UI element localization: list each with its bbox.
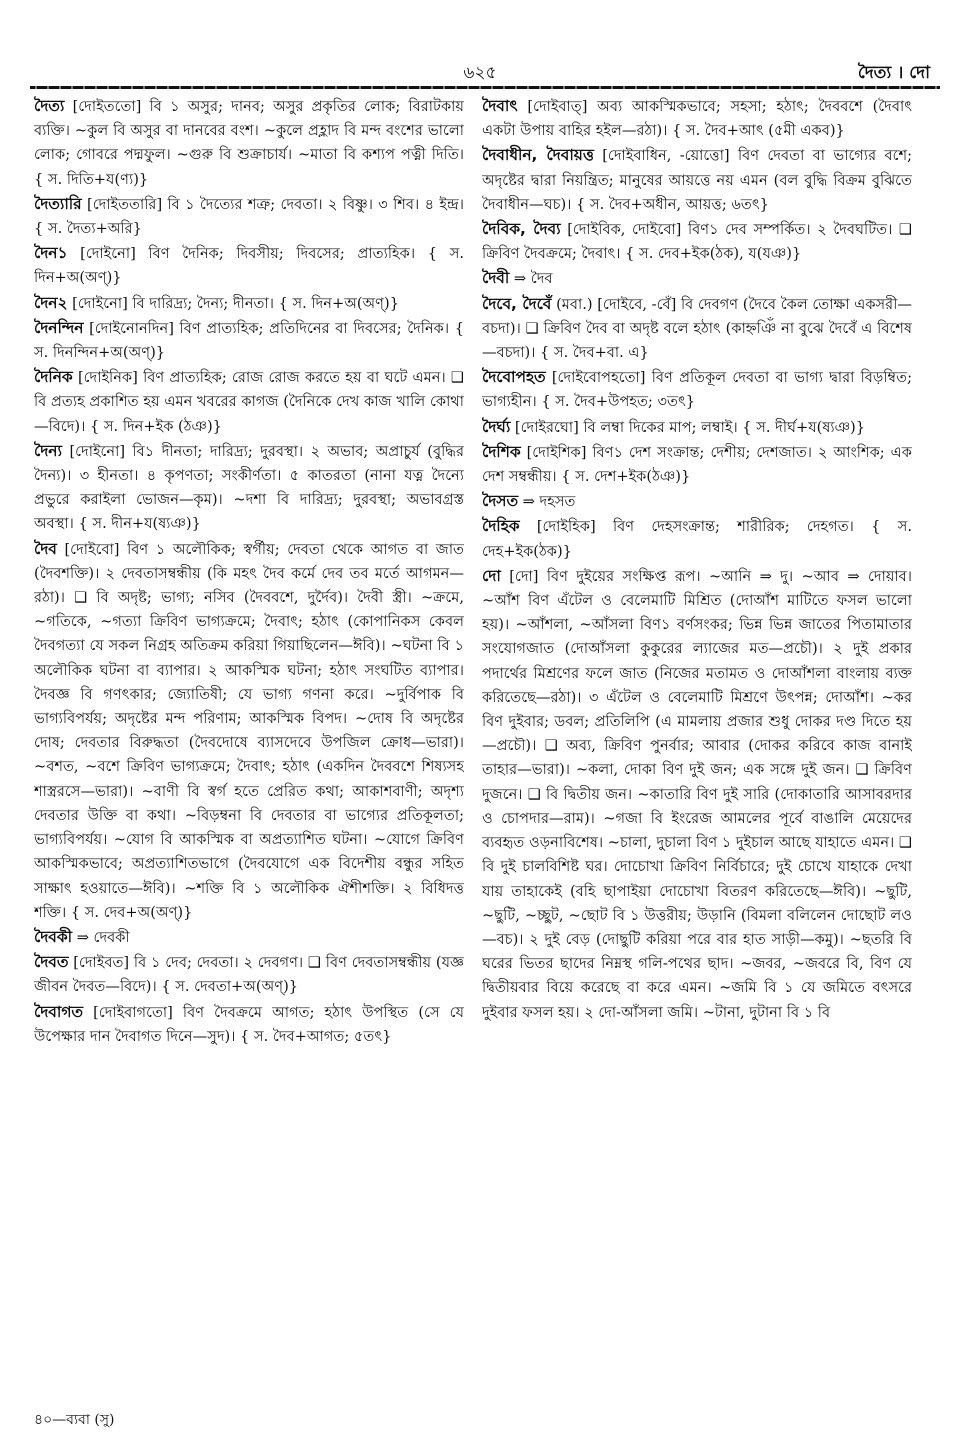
entry-body: ⇒ দেবকী <box>76 928 130 946</box>
guide-words: দৈত্য । দো <box>857 63 930 83</box>
entry-headword: দৈসত <box>482 492 519 511</box>
entry-headword: দৈব <box>34 539 57 558</box>
dictionary-entry <box>34 1000 464 1049</box>
entry-body: [দোইনো] বি দারিদ্র্য; দৈন্য; দীনতা। { স. দিন+অ(অণ্)} <box>72 294 399 312</box>
dictionary-entry <box>482 365 912 414</box>
dictionary-entry <box>482 489 912 514</box>
entry-headword: দৈর্ঘ্য <box>482 417 511 436</box>
entry-headword: দৈন্য <box>34 441 62 460</box>
entry-headword: দৈবত <box>34 953 69 972</box>
entry-headword: দো <box>482 566 501 585</box>
entry-headword: দৈবাৎ <box>482 97 518 115</box>
entry-body: [দোইবো] বিণ ১ অলৌকিক; স্বর্গীয়; দেবতা থেকে আগত বা জাত (দৈবশক্তি)। ২ দেবতাসম্বন্ধীয় (কি মহৎ দৈব কর্মে দেব তব মর্তে আগমন—রঠা)। ❑ বি অদৃষ্ট; ভাগ্য; নসিব (দৈববশে, দুর্দৈব)। দৈবী স্ত্রী। ~ক্রমে, ~গতিকে, ~গত্যা ক্রিবিণ ভাগ্যক্রমে; দৈবাৎ; হঠাৎ (কোপানিকস কেবল দৈবগত্যা যে সকল নিগ্রহ অতিক্রম করিয়া গিয়াছিলেন—ঈবি)। ~ঘটনা বি ১ অলৌকিক ঘটনা বা ব্যাপার। ২ আকস্মিক ঘটনা; হঠাৎ সংঘটিত ব্যাপার। দৈবজ্ঞ বি গণৎকার; জ্যোতিষী; যে ভাগ্য গণনা করে। ~দুর্বিপাক বি ভাগ্যবিপর্যয়; অদৃষ্টের মন্দ পরিণাম; আকস্মিক বিপদ। ~দোষ বি অদৃষ্টের দোষ; দেবতার বিরুদ্ধতা (দৈবদোষে ব্যাসদেবে উপজিল ক্রোধ—ভারা)। ~বশত, ~বশে ক্রিবিণ ভাগ্যক্রমে; দৈবাৎ; হঠাৎ (একদিন দৈববশে শিষ্যসহ শাস্ত্ররসে—ভারা)। ~বাণী বি স্বর্গ হতে প্রেরিত কথা; আকাশবাণী; অদৃশ্য দেবতার উক্তি বা কথা। ~বিড়ম্বনা বি দেবতার বা ভাগ্যের প্রতিকূলতা; ভাগ্যবিপর্যয়। ~যোগ বি আকস্মিক বা অপ্রত্যাশিত ঘটনা। ~যোগে ক্রিবিণ আকস্মিকভাবে; অপ্রত্যাশিতভাগে (দৈবযোগে এক বিদেশীয় বন্ধুর সহিত সাক্ষাৎ হওয়াতে—ঈবি)। ~শক্তি বি ১ অলৌকিক ঐশীশক্তি। ২ বিধিদত্ত শক্তি। { স. দেব+অ(অণ্)} <box>34 540 464 921</box>
entry-headword: দৈশিক <box>482 442 521 461</box>
dictionary-entry <box>34 94 464 192</box>
entry-body: ⇒ দহসত <box>522 493 576 511</box>
entry-headword: দৈবাধীন, দৈবায়ত্ত <box>482 146 594 165</box>
dictionary-entry <box>34 950 464 999</box>
entry-body: [দোইনো] বিণ দৈনিক; দিবসীয়; দিবসের; প্রাত্যহিক। { স. দিন+অ(অণ্)} <box>34 245 464 287</box>
entry-body: [দোইনিক] বিণ প্রাত্যহিক; রোজ রোজ করতে হয় বা ঘটে এমন। ❑ বি প্রত্যহ প্রকাশিত হয় এমন খবরের কাগজ (দৈনিকে দেখ কাজ খালি কোথা—বিদে)। { স. দিন+ইক (ঠঞ)} <box>34 369 464 435</box>
dictionary-entry <box>34 925 464 950</box>
entry-body: ⇒ দৈব <box>513 270 553 288</box>
entry-body: [দো] বিণ দুইয়ের সংক্ষিপ্ত রূপ। ~আনি ⇒ দু। ~আব ⇒ দোয়াব। ~আঁশ বিণ এঁটেল ও বেলেমাটি মিশ্রিত (দোআঁশ মাটিতে ফসল ভালো হয়)। ~আঁশলা, ~আঁসলা বিণ১ বর্ণসংকর; ভিন্ন ভিন্ন জাতের পিতামাতার সংযোগজাত (দোআঁসলা কুকুরের ল্যাজের মত—প্রচৌ)। ২ দুই প্রকার পদার্থের মিশ্রণের ফলে জাত (নিজের মতামত ও দোআঁশলা বাংলায় ব্যক্ত করিতেছে—রঠা)। ৩ এঁটেল ও বেলেমাটি মিশ্রণে উৎপন্ন; দোআঁশ। ~কর বিণ দুইবার; ডবল; প্রতিলিপি (এ মামলায় প্রজার শুধু দোকর দণ্ড দিতে হয়—প্রচৌ)। ❑ অব্য, ক্রিবিণ পুনর্বার; আবার (দোকর করিবে কাজ বানাই তাহার—ভারা)। ~কলা, দোকা বিণ দুই জন; এক সঙ্গে দুই জন। ❑ ক্রিবিণ দুজনে। ❑ বি দ্বিতীয় জন। ~কাতারি বিণ দুই সারি (দোকাতারি আসাবরদার ও চোপদার—রাম)। ~গজা বি ইংরেজ আমলের পূর্বে বাঙালি মেয়েদের ব্যবহৃত ওড়নাবিশেষ। ~চালা, দুচালা বিণ ১ দুইচাল আছে যাহাতে এমন। ❑ বি দুই চালবিশিষ্ট ঘর। দোচোখা ক্রিবিণ নির্বিচারে; দুই চোখে যাহাকে দেখা যায় তাহাকেই (বহি ছাপাইয়া দোচোখা বিতরণ করিতেছে—ঈবি)। ~ছুটি, ~ছুটি, ~চ্ছুট, ~ছোট বি ১ উত্তরীয়; উড়ানি (বিমলা বলিলেন দোছোট লও—বচ)। ২ দুই বেড় (দোছুটি করিয়া পরে বার হাত সাড়ী—কমু)। ~ছতরি বি ঘরের ভিতর ছাদের নিম্নস্থ গলি-পথের ছাদ। ~জবর, ~জবরে বি, বিণ যে দ্বিতীয়বার বিয়ে করেছে বা করে এমন। ~জমি বি ১ যে জমিতে বৎসরে দুইবার ফসল হয়। ২ দো-আঁসলা জমি। ~টানা, দুটানা বি ১ বি <box>482 567 912 1021</box>
entry-headword: দৈবোপহত <box>482 368 546 387</box>
entry-headword: দৈনিক <box>34 368 73 387</box>
entry-headword: দৈহিক <box>482 517 520 536</box>
entry-body: [দোইহিক] বিণ দেহসংক্রান্ত; শারীরিক; দেহগত। { স. দেহ+ইক(ঠক)} <box>482 518 912 560</box>
entry-body: [দোইবাত্] অব্য আকস্মিকভাবে; সহসা; হঠাৎ; দৈববশে (দৈবাৎ একটা উপায় বাহির হইল—রঠা)। { স. দৈব+আৎ (৫মী একব)} <box>482 98 912 140</box>
entry-body: [দোইনোনদিন] বিণ প্রাত্যহিক; প্রতিদিনের বা দিবসের; দৈনিক। { স. দিনন্দিন+অ(অণ্)} <box>34 319 464 362</box>
dictionary-entry <box>482 143 912 217</box>
entry-headword: দৈত্যারি <box>34 194 82 213</box>
entry-headword: দৈবী <box>482 269 510 288</box>
entry-body: [দোইরঘো] বি লম্বা দিকের মাপ; লম্বাই। { স. দীর্ঘ+য(ষ্যঞ)} <box>514 418 866 436</box>
entry-headword: দৈবকী <box>34 927 73 946</box>
dictionary-entry <box>482 292 912 366</box>
entry-body: (মবা.) [দোইবে, -বেঁ] বি দেবগণ (দৈবে কৈল তোক্ষা একসরী—বচদা)। ❑ ক্রিবিণ দৈব বা অদৃষ্ট বলে হঠাৎ (কাহ্নঞিঁ না বুঝে দৈবেঁ এ বিশেষ—বচদা)। { স. দৈব+বা. এ} <box>482 295 912 362</box>
dictionary-entry <box>482 217 912 266</box>
dictionary-entry <box>34 365 464 439</box>
printer-signature: ৪০—ব্যবা (সু) <box>34 1412 115 1428</box>
entry-headword: দৈন২ <box>34 293 68 312</box>
entry-body: [দোইবত] বি ১ দেব; দেবতা। ২ দেবগণ। ❑ বিণ দেবতাসম্বন্ধীয় (যজ্ঞ জীবন দৈবত—বিদে)। { স. দেবতা+অ(অণ্)} <box>34 954 464 996</box>
dictionary-entry <box>34 291 464 316</box>
entry-body: [দোইততো] বি ১ অসুর; দানব; অসুর প্রকৃতির লোক; বিরাটকায় ব্যক্তি। ~কুল বি অসুর বা দানবের বংশ। ~কুলে প্রহ্লাদ বি মন্দ বংশের ভালো লোক; গোবরে পদ্মফুল। ~গুরু বি শুক্রাচার্য। ~মাতা বি কশ্যপ পত্নী দিতি। { স. দিতি+য(ণ্য)} <box>34 98 464 188</box>
entry-body: [দোইনো] বি১ দীনতা; দারিদ্র্য; দুরবস্থা। ২ অভাব; অপ্রাচুর্য (বুদ্ধির দৈন্য)। ৩ হীনতা। ৪ কৃপণতা; সংকীর্ণতা। ৫ কাতরতা (নানা যত্ন দৈন্যে প্রভুরে করাইলা ভোজন—কৃম)। ~দশা বি দারিদ্র্য; দুরবস্থা; অভাবগ্রস্ত অবস্থা। { স. দীন+য(ষ্যঞ)} <box>34 442 464 533</box>
dictionary-entry <box>34 241 464 290</box>
dictionary-entry <box>482 266 912 291</box>
dictionary-entry <box>482 415 912 440</box>
entry-headword: দৈন১ <box>34 244 68 263</box>
dictionary-entry <box>34 439 464 537</box>
entry-body: [দোইবোপহতো] বিণ প্রতিকূল দেবতা বা ভাগ্য দ্বারা বিড়ম্বিত; ভাগ্যহীন। { স. দৈব+উপহত; ৩তৎ} <box>482 369 912 411</box>
left-column <box>34 94 464 1400</box>
dictionary-entry <box>482 564 912 1025</box>
header-rule <box>30 86 940 89</box>
right-column <box>482 94 912 1400</box>
page-number: ৬২৫ <box>463 63 497 83</box>
dictionary-entry <box>482 94 912 143</box>
entry-body: [দোইশিক] বিণ১ দেশ সংক্রান্ত; দেশীয়; দেশজাত। ২ আংশিক; এক দেশ সম্বন্ধীয়। { স. দেশ+ইক(ঠঞ)} <box>482 443 912 486</box>
dictionary-entry <box>482 514 912 563</box>
entry-headword: দৈবাগত <box>34 1002 83 1021</box>
entry-body: [দোইবিক, দোইবো] বিণ১ দেব সম্পর্কিত। ২ দৈবঘটিত। ❑ ক্রিবিণ দৈবক্রমে; দৈবাৎ। { স. দেব+ইক(ঠক), য(যঞ)} <box>482 221 912 263</box>
entry-body: [দোইবাধিন, -য়োত্তো] বিণ দেবতা বা ভাগ্যের বশে; অদৃষ্টের দ্বারা নিয়ন্ত্রিত; মানুষের আয়ত্তে নয় এমন (বল বুদ্ধি বিক্রম বুঝিতে দৈবাধীন—ঘচ)। { স. দৈব+অধীন, আয়ত্ত; ৬তৎ} <box>482 147 912 213</box>
entry-headword: দৈবে, দৈবেঁ <box>482 294 552 313</box>
dictionary-entry <box>482 440 912 489</box>
entry-headword: দৈত্য <box>34 97 65 115</box>
dictionary-entry <box>34 316 464 365</box>
entry-body: [দোইবাগতো] বিণ দৈবক্রমে আগত; হঠাৎ উপস্থিত (সে যে উপেক্ষার দান দৈবাগত দিনে—সুদ)। { স. দৈব+আগত; ৫তৎ} <box>34 1003 464 1045</box>
dictionary-entry <box>34 192 464 241</box>
dictionary-entry <box>34 537 464 925</box>
page-header <box>0 58 960 88</box>
entry-headword: দৈনন্দিন <box>34 318 84 337</box>
entry-headword: দৈবিক, দৈব্য <box>482 220 561 239</box>
entry-body: [দোইততারি] বি ১ দৈত্যের শত্রু; দেবতা। ২ বিষ্ণু। ৩ শিব। ৪ ইন্দ্র। { স. দৈত্য+অরি} <box>34 195 464 238</box>
